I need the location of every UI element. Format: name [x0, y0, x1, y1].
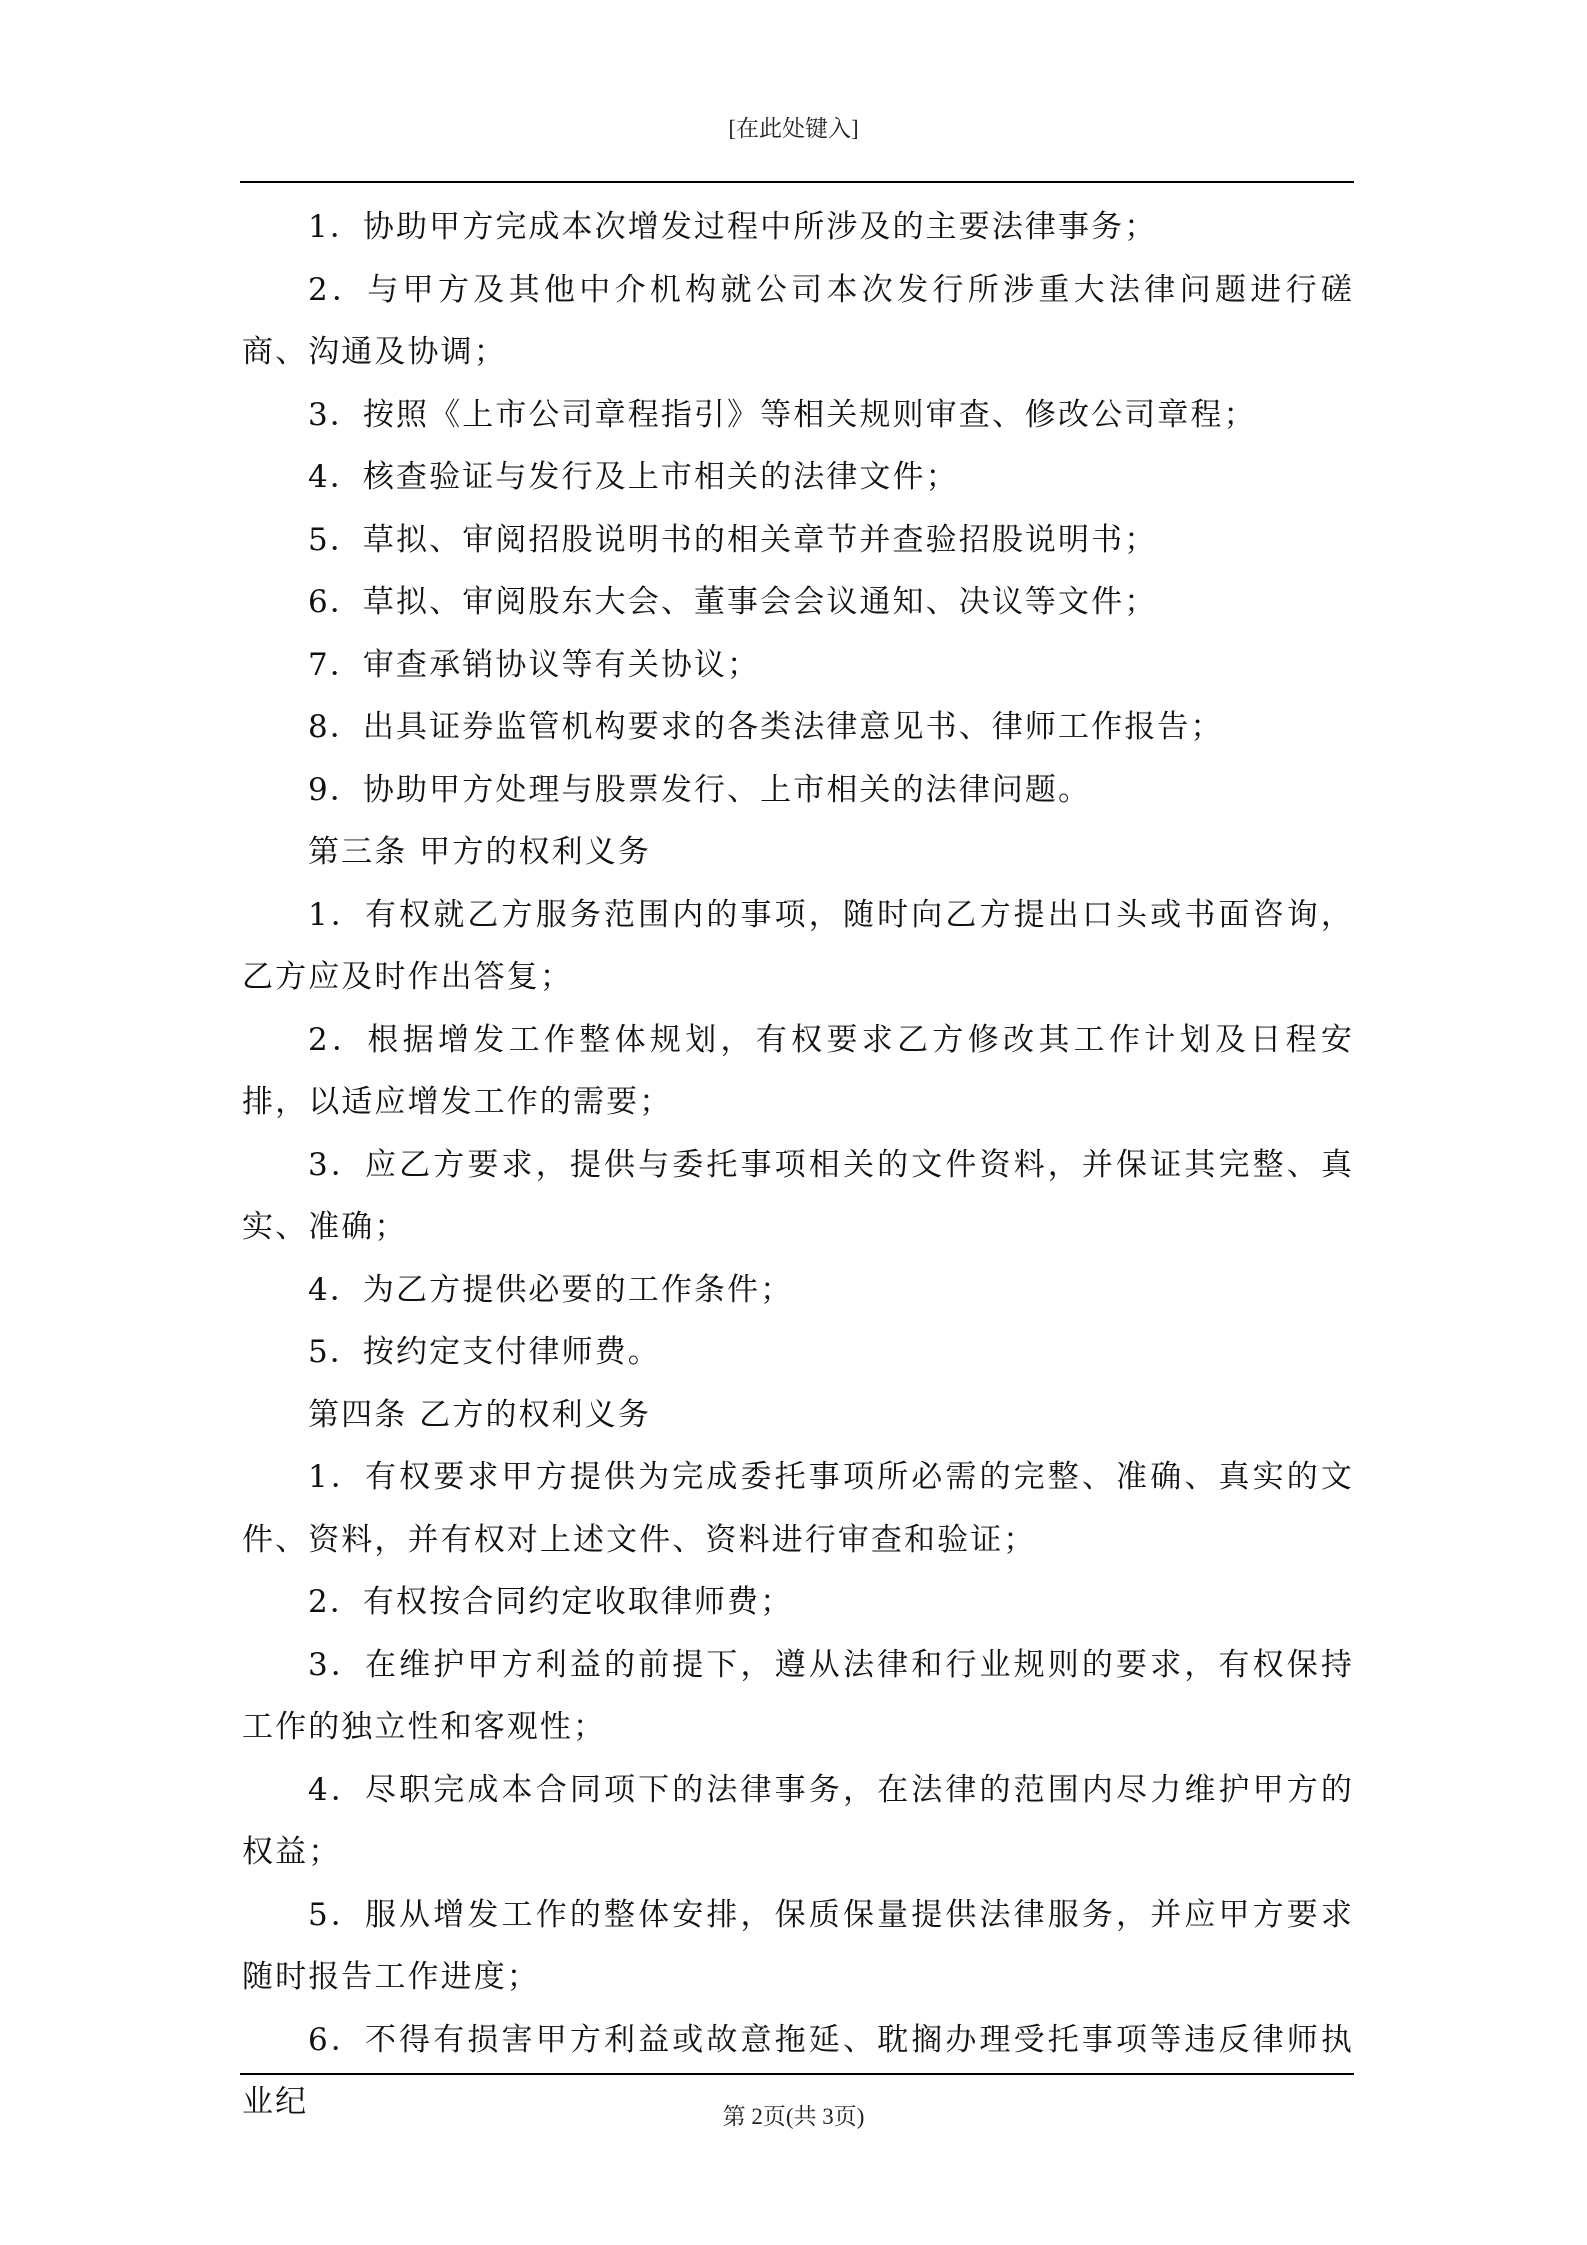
- paragraph: 2．有权按合同约定收取律师费；: [308, 1584, 794, 1620]
- page-footer: 第 2页(共 3页): [722, 2104, 865, 2129]
- paragraph: 6．不得有损害甲方利益或故意拖延、耽搁办理受托事项等违反律师执业纪: [242, 2021, 1354, 2120]
- header-rule: [240, 181, 1354, 183]
- paragraph: 4．尽职完成本合同项下的法律事务，在法律的范围内尽力维护甲方的权益；: [242, 1771, 1354, 1870]
- footer-rule: [240, 2073, 1354, 2075]
- paragraph: 2．根据增发工作整体规划，有权要求乙方修改其工作计划及日程安排，以适应增发工作的需要；: [242, 1021, 1354, 1120]
- paragraph: 1．有权要求甲方提供为完成委托事项所必需的完整、准确、真实的文件、资料，并有权对上述文件、资料进行审查和验证；: [242, 1459, 1354, 1558]
- paragraph: 5．按约定支付律师费。: [308, 1334, 661, 1370]
- paragraph: 1．协助甲方完成本次增发过程中所涉及的主要法律事务；: [308, 209, 1158, 245]
- paragraph: 1．有权就乙方服务范围内的事项，随时向乙方提出口头或书面咨询，乙方应及时作出答复；: [242, 896, 1354, 995]
- paragraph: 4．核查验证与发行及上市相关的法律文件；: [308, 459, 959, 495]
- paragraph: 4．为乙方提供必要的工作条件；: [308, 1271, 794, 1308]
- paragraph: 3．按照《上市公司章程指引》等相关规则审查、修改公司章程；: [308, 396, 1257, 433]
- section-heading: 第四条 乙方的权利义务: [308, 1396, 651, 1433]
- paragraph: 3．在维护甲方利益的前提下，遵从法律和行业规则的要求，有权保持工作的独立性和客观性；: [242, 1646, 1354, 1745]
- page-header: [在此处键入]: [728, 116, 859, 141]
- paragraph: 3．应乙方要求，提供与委托事项相关的文件资料，并保证其完整、真实、准确；: [242, 1146, 1354, 1245]
- paragraph: 5．草拟、审阅招股说明书的相关章节并查验招股说明书；: [308, 521, 1158, 558]
- paragraph: 8．出具证券监管机构要求的各类法律意见书、律师工作报告；: [308, 709, 1224, 745]
- section-heading: 第三条 甲方的权利义务: [308, 834, 651, 870]
- paragraph: 2．与甲方及其他中介机构就公司本次发行所涉重大法律问题进行磋商、沟通及协调；: [242, 271, 1354, 370]
- document-body: [242, 196, 1354, 2134]
- paragraph: 5．服从增发工作的整体安排，保质保量提供法律服务，并应甲方要求随时报告工作进度；: [242, 1896, 1354, 1995]
- paragraph: 9．协助甲方处理与股票发行、上市相关的法律问题。: [308, 771, 1092, 808]
- paragraph: 7．审查承销协议等有关协议；: [308, 646, 761, 683]
- paragraph: 6．草拟、审阅股东大会、董事会会议通知、决议等文件；: [308, 584, 1158, 620]
